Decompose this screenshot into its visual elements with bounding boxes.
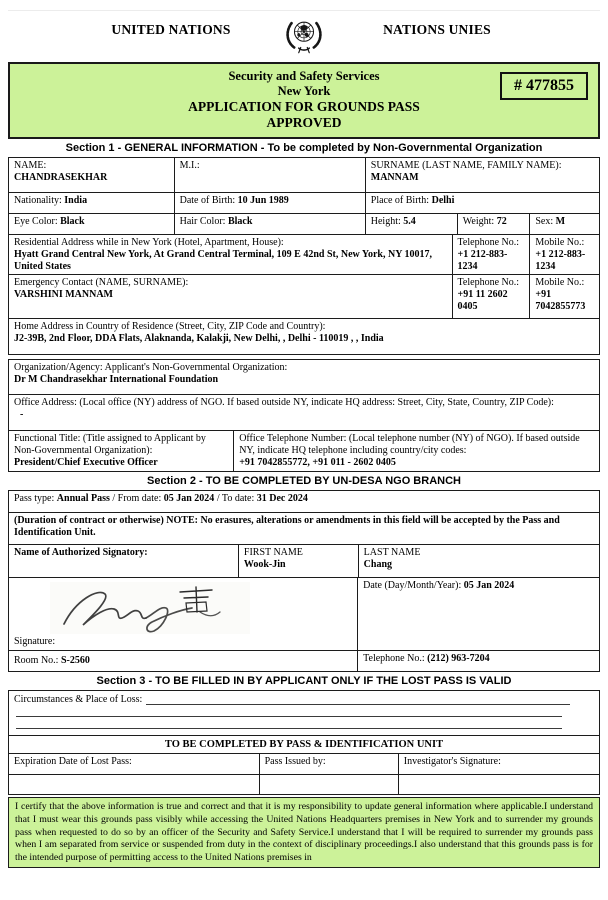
pass-identification-unit-table: [8, 735, 600, 796]
residential-address-value: Hyatt Grand Central New York, At Grand Central Terminal, 109 E 42nd St, New York, NY 10017, United States: [14, 248, 433, 272]
residential-mobile-field: [529, 235, 599, 274]
last-name-value: Chang: [363, 558, 393, 570]
pass-type-row: [9, 491, 599, 512]
first-name-value: Wook-Jin: [243, 558, 286, 570]
section2-table: [8, 490, 600, 672]
functional-title-row: [9, 430, 599, 470]
mi-field: [174, 158, 365, 192]
duration-note-row: [9, 512, 599, 544]
banner-city-line: New York: [277, 84, 331, 98]
height-label: Height:: [370, 216, 404, 227]
to-date-value: 31 Dec 2024: [256, 492, 308, 504]
emergency-contact-label: Emergency Contact (NAME, SURNAME):: [14, 277, 189, 289]
pass-issued-by-value: [259, 775, 398, 794]
name-label: NAME:: [14, 160, 47, 171]
height-field: [365, 214, 457, 234]
expiration-date-label: Expiration Date of Lost Pass:: [14, 756, 132, 768]
last-name-field: [358, 545, 599, 577]
functional-title-value: President/Chief Executive Officer: [14, 456, 158, 468]
pob-field: [365, 193, 599, 213]
residential-address-field: [9, 235, 452, 274]
residential-telephone-value: +1 212-883-1234: [457, 248, 508, 272]
to-date-label: / To date:: [214, 492, 257, 504]
name-field: [9, 158, 174, 192]
dob-label: Date of Birth:: [179, 195, 238, 206]
signature-label: Signature:: [14, 635, 56, 647]
physical-row: [9, 213, 599, 234]
weight-value: 72: [496, 216, 507, 227]
organization-table: [8, 359, 600, 471]
residential-address-label: Residential Address while in New York (Hotel, Apartment, House):: [14, 237, 284, 248]
sex-field: [529, 214, 599, 234]
room-field: [9, 651, 357, 671]
section2-title: Section 2 - TO BE COMPLETED BY UN-DESA NGO BRANCH: [147, 474, 461, 487]
room-label: Room No.:: [14, 654, 61, 666]
signature-field: [9, 578, 357, 650]
authorized-signatory-row: [9, 544, 599, 577]
weight-field: [457, 214, 530, 234]
signatory-date-label: Date (Day/Month/Year):: [363, 579, 464, 591]
residential-mobile-value: +1 212-883-1234: [535, 248, 586, 272]
signatory-date-value: 05 Jan 2024: [463, 579, 515, 591]
lost-pass-empty-row: [9, 774, 599, 794]
eye-color-label: Eye Color:: [14, 216, 61, 227]
nationality-label: Nationality:: [14, 195, 65, 206]
pass-type-field: [9, 491, 599, 512]
surname-field: [365, 158, 599, 192]
office-address-label: Office Address: (Local office (NY) address of NGO. If based outside NY, indicate HQ address: Street, City, State, Country, ZIP Code):: [14, 397, 554, 409]
hair-color-field: [174, 214, 365, 234]
masthead: [60, 14, 548, 56]
section3-title: Section 3 - TO BE FILLED IN BY APPLICANT ONLY IF THE LOST PASS IS VALID: [96, 674, 512, 687]
lost-pass-labels-row: [9, 753, 599, 774]
organization-row: [9, 360, 599, 394]
signature-image: [50, 582, 250, 634]
mi-label: M.I.:: [179, 160, 200, 171]
pob-label: Place of Birth:: [370, 195, 432, 206]
first-name-field: [238, 545, 358, 577]
certification-statement: I certify that the above information is true and correct and that it is my responsibility to update general information where applicable.I understand that I must wear this grounds pass visibly while accessing the United Nations Headquarters premises in New York and to surrender my grounds pass when requested to do so by an officer of the Security and Safety Service.I understand that I will be required to surrender my grounds pass when I am separated from service or suspended from duty in the context of disciplinary proceedings.I also understand that this grounds pass is for the intended purpose of permitting access to the United Nations premises in: [8, 797, 600, 868]
banner-service-line: Security and Safety Services: [228, 69, 380, 83]
scan-artifact-line: [8, 10, 600, 11]
section1-table: [8, 157, 600, 355]
from-date-value: 05 Jan 2024: [163, 492, 215, 504]
office-telephone-value: +91 7042855772, +91 011 - 2602 0405: [239, 456, 396, 468]
weight-label: Weight:: [462, 216, 497, 227]
eye-color-value: Black: [60, 216, 85, 227]
residential-address-row: [9, 234, 599, 274]
emergency-mobile-label: Mobile No.:: [535, 277, 585, 289]
organization-label: Organization/Agency: Applicant's Non-Governmental Organization:: [14, 362, 288, 374]
investigator-signature-value: [398, 775, 599, 794]
functional-title-field: [9, 431, 233, 470]
surname-label: SURNAME (LAST NAME, FAMILY NAME):: [370, 160, 562, 171]
dob-field: [174, 193, 365, 213]
office-telephone-field: [233, 431, 599, 470]
banner-application-title: APPLICATION FOR GROUNDS PASS: [188, 99, 420, 114]
desk-telephone-label: Telephone No.:: [363, 652, 428, 664]
hair-color-label: Hair Color:: [179, 216, 228, 227]
emergency-contact-field: [9, 275, 452, 318]
residential-telephone-field: [452, 235, 530, 274]
office-address-row: [9, 394, 599, 430]
residential-telephone-label: Telephone No.:: [457, 237, 520, 248]
home-address-field: [9, 319, 599, 354]
surname-value: MANNAM: [370, 171, 419, 183]
office-address-value: -: [20, 409, 24, 421]
functional-title-label: Functional Title: (Title assigned to Applicant by Non-Governmental Organization):: [14, 433, 206, 457]
height-value: 5.4: [403, 216, 416, 227]
room-telephone-row: [9, 650, 599, 671]
un-emblem-icon: [282, 14, 326, 56]
emergency-telephone-label: Telephone No.:: [457, 277, 520, 289]
office-telephone-label: Office Telephone Number: (Local telephone number (NY) of NGO). If based outside NY, indicate HQ telephone including country/city codes:: [239, 433, 580, 457]
circumstances-label: Circumstances & Place of Loss:: [14, 693, 143, 705]
duration-note: (Duration of contract or otherwise) NOTE: No erasures, alterations or amendments in this field will be accepted by the Pass and Identification Unit.: [14, 514, 560, 538]
expiration-date-value: [9, 775, 259, 794]
emergency-mobile-value: +91 7042855773: [535, 289, 586, 312]
birth-row: [9, 192, 599, 213]
lost-pass-circumstances-box: [8, 690, 600, 736]
signatory-date-field: [357, 578, 599, 650]
pass-unit-title-row: [9, 736, 599, 754]
authorized-signatory-label: Name of Authorized Signatory:: [14, 546, 148, 558]
section1-title: Section 1 - GENERAL INFORMATION - To be completed by Non-Governmental Organization: [65, 142, 543, 154]
name-value: CHANDRASEKHAR: [14, 171, 108, 183]
from-date-label: / From date:: [109, 492, 164, 504]
sex-value: M: [555, 216, 566, 227]
investigator-signature-label: Investigator's Signature:: [398, 754, 599, 774]
pass-type-value: Annual Pass: [56, 492, 110, 504]
dob-value: 10 Jun 1989: [237, 195, 289, 206]
emergency-contact-value: VARSHINI MANNAM: [14, 289, 113, 301]
office-address-field: [9, 395, 599, 430]
pass-unit-title: TO BE COMPLETED BY PASS & IDENTIFICATION UNIT: [164, 738, 444, 750]
emergency-telephone-field: [452, 275, 530, 318]
emergency-mobile-field: [529, 275, 599, 318]
name-row: [9, 158, 599, 192]
masthead-right-title: NATIONS UNIES: [383, 22, 491, 37]
eye-color-field: [9, 214, 174, 234]
write-in-line: [16, 717, 562, 729]
signature-row: [9, 577, 599, 650]
sex-label: Sex:: [535, 216, 556, 227]
pob-value: Delhi: [431, 195, 455, 206]
desk-telephone-value: (212) 963-7204: [427, 652, 490, 664]
organization-value: Dr M Chandrasekhar International Foundation: [14, 374, 219, 386]
banner-status: APPROVED: [266, 115, 342, 130]
residential-mobile-label: Mobile No.:: [535, 237, 585, 248]
first-name-label: FIRST NAME: [243, 546, 303, 558]
last-name-label: LAST NAME: [363, 546, 421, 558]
emergency-contact-row: [9, 274, 599, 318]
pass-issued-by-label: Pass Issued by:: [259, 754, 398, 774]
approval-banner: [8, 62, 600, 139]
hair-color-value: Black: [227, 216, 253, 227]
write-in-line: [146, 694, 570, 705]
write-in-line: [16, 705, 562, 717]
emergency-telephone-value: +91 11 2602 0405: [457, 289, 508, 312]
home-address-row: [9, 318, 599, 354]
masthead-left-title: UNITED NATIONS: [111, 22, 231, 37]
pass-type-label: Pass type:: [14, 492, 57, 504]
home-address-value: J2-39B, 2nd Floor, DDA Flats, Alaknanda, Kalakji, New Delhi, , Delhi - 110019 , , India: [14, 333, 384, 345]
home-address-label: Home Address in Country of Residence (Street, City, ZIP Code and Country):: [14, 321, 326, 333]
circumstances-line: [14, 694, 594, 705]
nationality-field: [9, 193, 174, 213]
organization-field: [9, 360, 599, 394]
nationality-value: India: [64, 195, 88, 206]
pass-number-badge: # 477855: [500, 72, 588, 100]
room-value: S-2560: [60, 654, 90, 666]
desk-telephone-field: [357, 651, 599, 671]
